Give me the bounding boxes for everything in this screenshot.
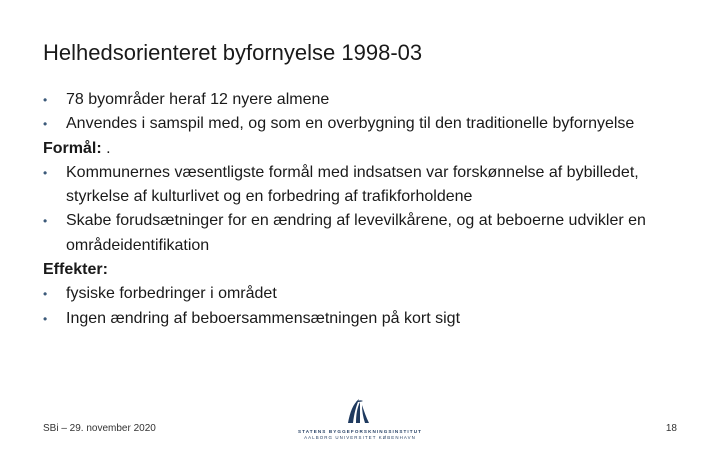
bullet-icon: • xyxy=(43,93,48,107)
sbi-logo-icon xyxy=(344,396,374,426)
bullet-icon: • xyxy=(43,117,48,132)
footer-date: SBi – 29. november 2020 xyxy=(43,423,156,434)
bullet-item xyxy=(43,282,683,306)
logo-text-line1: STATENS BYGGEFORSKNINGSINSTITUT xyxy=(298,429,423,434)
bullet-item xyxy=(43,209,683,258)
formaal-heading-line xyxy=(43,137,683,161)
sbi-logo xyxy=(298,396,422,442)
bullet-icon: • xyxy=(43,287,48,302)
bullet-text: Kommunernes væsentligste formål med indsatsen var forskønnelse af bybilledet, styrkelse af kulturlivet og en forbedring af trafikforholdene xyxy=(66,163,639,206)
bullet-icon: • xyxy=(43,165,48,180)
bullet-icon: • xyxy=(43,311,48,326)
bullet-item xyxy=(43,112,683,136)
bullet-text: Ingen ændring af beboersammensætningen på kort sigt xyxy=(66,309,461,327)
bullet-text: Skabe forudsætninger for en ændring af levevilkårene, og at beboerne udvikler en områdeidentifikation xyxy=(66,212,646,254)
bullet-icon: • xyxy=(43,214,48,229)
bullet-text: fysiske forbedringer i området xyxy=(66,285,277,303)
bullet-item xyxy=(43,307,683,331)
bullet-item xyxy=(43,161,683,210)
slide-title: Helhedsorienteret byfornyelse 1998-03 xyxy=(43,40,423,65)
bullet-item xyxy=(43,88,683,112)
bullet-text: Anvendes i samspil med, og som en overbygning til den traditionelle byfornyelse xyxy=(66,115,635,133)
page-number: 18 xyxy=(665,423,677,434)
bullet-text: 78 byområder heraf 12 nyere almene xyxy=(66,91,330,108)
slide-body xyxy=(43,88,683,331)
formaal-heading: Formål: xyxy=(43,139,102,157)
effekter-heading: Effekter: xyxy=(43,261,108,279)
logo-text-line2: AALBORG UNIVERSITET KØBENHAVN xyxy=(304,435,416,440)
formaal-suffix: . xyxy=(101,139,111,157)
